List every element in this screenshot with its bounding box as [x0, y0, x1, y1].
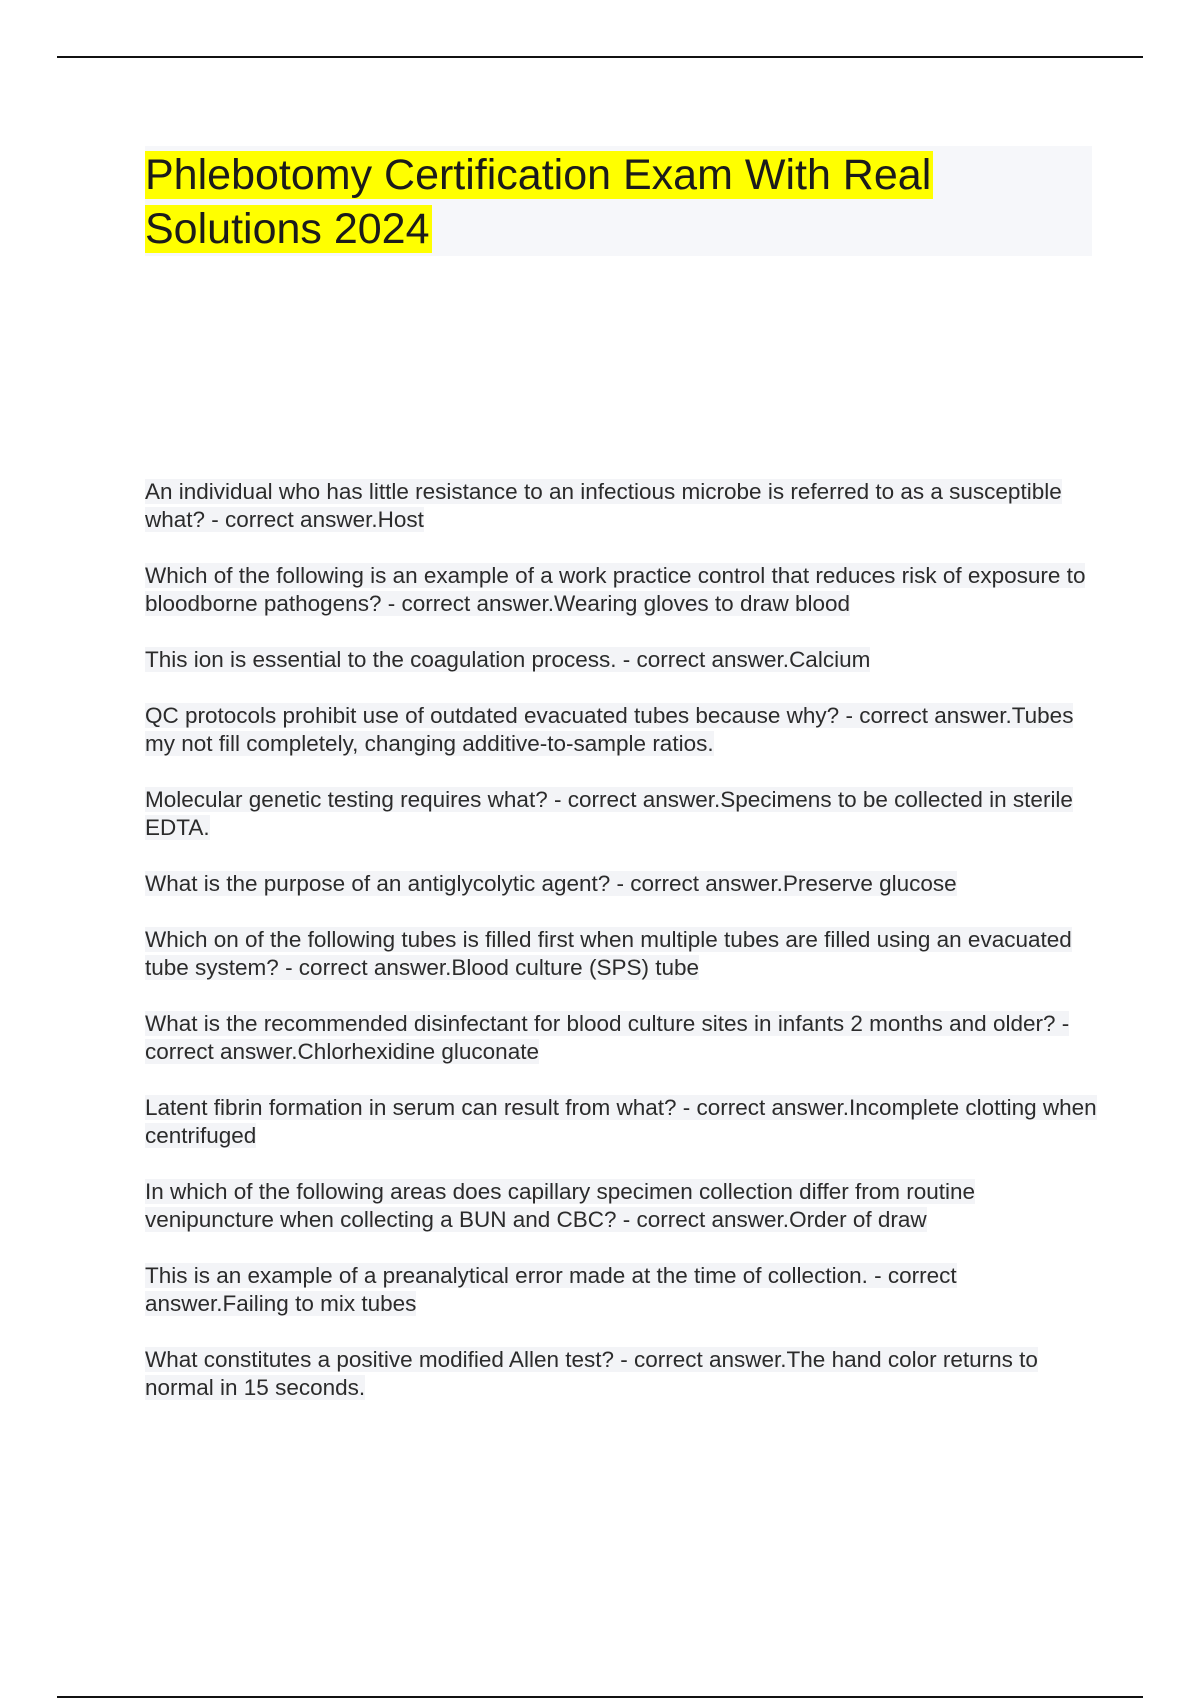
qa-list — [145, 478, 1100, 1430]
qa-item-text: Molecular genetic testing requires what? - correct answer.Specimens to be collected in sterile EDTA. — [145, 787, 1073, 840]
qa-item — [145, 646, 1100, 674]
qa-item-text: Which on of the following tubes is filled first when multiple tubes are filled using an evacuated tube system? - correct answer.Blood culture (SPS) tube — [145, 927, 1072, 980]
page-title — [145, 146, 1092, 256]
qa-item-text: Latent fibrin formation in serum can result from what? - correct answer.Incomplete clotting when centrifuged — [145, 1095, 1097, 1148]
bottom-rule — [57, 1696, 1143, 1698]
qa-item-text: QC protocols prohibit use of outdated evacuated tubes because why? - correct answer.Tubes my not fill completely, changing additive-to-sample ratios. — [145, 703, 1074, 756]
qa-item — [145, 1262, 1100, 1318]
title-block — [145, 146, 1092, 256]
qa-item — [145, 478, 1100, 534]
title-highlight: Phlebotomy Certification Exam With Real Solutions 2024 — [145, 151, 932, 253]
qa-item-text: Which of the following is an example of a work practice control that reduces risk of exposure to bloodborne pathogens? - correct answer.Wearing gloves to draw blood — [145, 563, 1086, 616]
qa-item — [145, 1010, 1100, 1066]
qa-item — [145, 1094, 1100, 1150]
qa-item — [145, 1346, 1100, 1402]
qa-item — [145, 702, 1100, 758]
qa-item — [145, 786, 1100, 842]
qa-item-text: In which of the following areas does capillary specimen collection differ from routine venipuncture when collecting a BUN and CBC? - correct answer.Order of draw — [145, 1179, 976, 1232]
qa-item-text: What constitutes a positive modified Allen test? - correct answer.The hand color returns to normal in 15 seconds. — [145, 1347, 1038, 1400]
qa-item — [145, 562, 1100, 618]
top-rule — [57, 56, 1143, 58]
qa-item — [145, 1178, 1100, 1234]
qa-item-text: What is the recommended disinfectant for blood culture sites in infants 2 months and older? - correct answer.Chlorhexidine gluconate — [145, 1011, 1070, 1064]
qa-item-text: This ion is essential to the coagulation process. - correct answer.Calcium — [145, 647, 871, 672]
qa-item-text: What is the purpose of an antiglycolytic agent? - correct answer.Preserve glucose — [145, 871, 957, 896]
qa-item-text: An individual who has little resistance to an infectious microbe is referred to as a susceptible what? - correct answer.Host — [145, 479, 1062, 532]
qa-item — [145, 870, 1100, 898]
qa-item-text: This is an example of a preanalytical error made at the time of collection. - correct answer.Failing to mix tubes — [145, 1263, 957, 1316]
qa-item — [145, 926, 1100, 982]
